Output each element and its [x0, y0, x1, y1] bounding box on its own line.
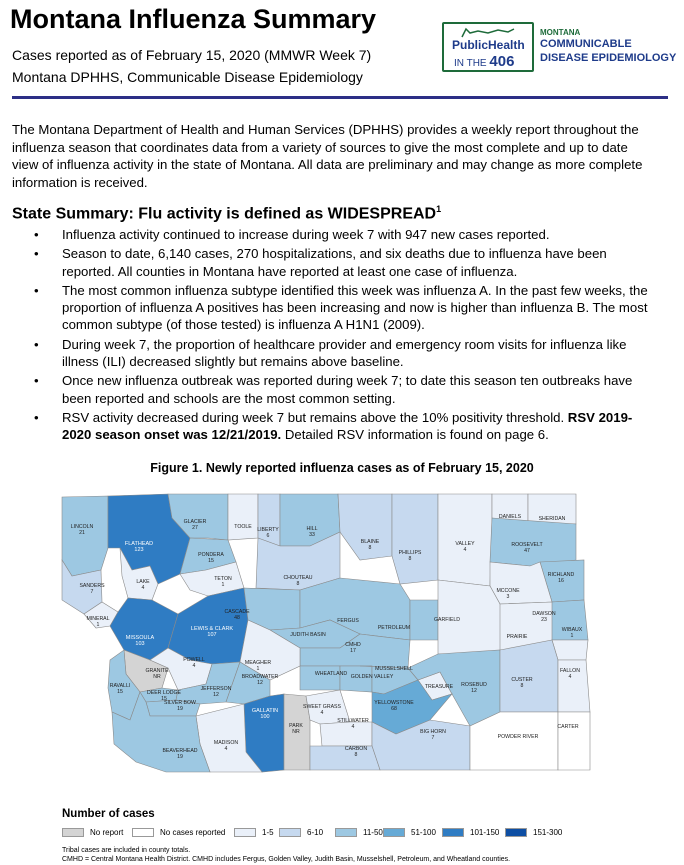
footnote-ref: 1 — [436, 204, 442, 214]
bullet-icon: • — [34, 409, 39, 425]
legend-label: 6-10 — [307, 828, 324, 837]
county-value: 33 — [309, 532, 315, 538]
county-label: DAWSON — [532, 611, 556, 617]
county-value: 17 — [350, 648, 356, 654]
county-label: PHILLIPS — [398, 550, 422, 556]
county-value: 4 — [224, 746, 228, 752]
county-value: 7 — [90, 589, 94, 595]
county-carter — [558, 712, 590, 770]
county-phillips — [392, 494, 438, 584]
county-value: 8 — [408, 556, 412, 562]
county-value: 27 — [192, 525, 198, 531]
bullet-icon: • — [34, 246, 39, 262]
bullet-icon: • — [34, 373, 39, 389]
legend-label: 1-5 — [262, 828, 274, 837]
legend-swatch — [62, 828, 84, 837]
county-value: 19 — [177, 706, 183, 712]
county-label: CARBON — [344, 746, 368, 752]
legend-swatch — [335, 828, 357, 837]
county-label: GOLDEN VALLEY — [350, 674, 394, 680]
county-label: DANIELS — [498, 514, 522, 520]
county-label: MCCONE — [496, 588, 520, 594]
county-valley — [438, 494, 492, 586]
county-value: 100 — [260, 714, 270, 720]
bullet-icon: • — [34, 227, 39, 242]
county-value: 1 — [96, 622, 100, 628]
county-label: PETROLEUM — [377, 625, 411, 631]
legend-title: Number of cases — [62, 808, 155, 820]
county-label: BROADWATER — [241, 674, 279, 680]
legend-label: 101-150 — [470, 828, 500, 837]
county-value: 4 — [568, 674, 572, 680]
legend-label: 151-300 — [533, 828, 563, 837]
county-label: MADISON — [213, 740, 239, 746]
county-value: 103 — [135, 641, 145, 647]
county-value: 15 — [161, 696, 167, 702]
county-value: NR — [153, 674, 161, 680]
logo-montana: MONTANA — [540, 28, 581, 37]
county-stillwater — [320, 722, 372, 746]
intro-paragraph: The Montana Department of Health and Human Services (DPHHS) provides a weekly report throughout the influenza season that coordinates data from a variety of sources to give the most complete and up to date view of influenza activity in the state of Montana. All data are preliminary and may change as more complete information is received. — [12, 122, 643, 190]
county-value: 6 — [266, 533, 270, 539]
county-label: STILLWATER — [337, 718, 369, 724]
county-value: 68 — [391, 706, 397, 712]
county-value: 8 — [296, 581, 300, 587]
county-label: SHERIDAN — [538, 516, 566, 522]
bullet-item: • Season to date, 6,140 cases, 270 hospitalizations, and six deaths due to influenza have been reported. All counties in Montana have reported at least one case of influenza. — [34, 246, 607, 279]
county-value: 16 — [558, 578, 564, 584]
page-title: Montana Influenza Summary — [10, 4, 377, 34]
county-value: 1 — [221, 582, 225, 588]
county-value: 23 — [541, 617, 547, 623]
county-value: 1 — [256, 666, 260, 672]
county-value: 12 — [257, 680, 263, 686]
county-label: BEAVERHEAD — [162, 748, 198, 754]
county-label: PARK — [289, 723, 303, 729]
bullet-icon: • — [34, 282, 39, 298]
county-value: 107 — [207, 632, 217, 638]
county-label: GRANITE — [145, 668, 169, 674]
county-label: HILL — [306, 526, 318, 532]
county-label: CASCADE — [224, 609, 250, 615]
county-label: ROSEBUD — [461, 682, 487, 688]
county-label: WHEATLAND — [314, 671, 348, 677]
county-label: TETON — [214, 576, 232, 582]
county-label: CMHD — [345, 642, 361, 648]
legend-swatch — [442, 828, 464, 837]
bullet-item: • Once new influenza outbreak was reported during week 7; to date this season ten outbreaks have been reported and schools are the most common setting. — [34, 373, 633, 406]
legend-swatch — [505, 828, 527, 837]
county-value: 8 — [520, 683, 524, 689]
organization: Montana DPHHS, Communicable Disease Epidemiology — [12, 69, 363, 85]
county-value: 12 — [471, 688, 477, 694]
logo-public-health: PublicHealth — [452, 38, 525, 52]
bullet-item-rsv: • RSV activity decreased during week 7 but remains above the 10% positivity threshold. RSV 2019-2020 season onset was 12/21/2019. Detailed RSV information is found on page 6. — [34, 409, 633, 443]
county-value: 4 — [351, 724, 355, 730]
county-label: GARFIELD — [434, 617, 460, 623]
county-value: 12 — [213, 692, 219, 698]
county-label: GLACIER — [183, 519, 207, 525]
county-value: 15 — [208, 558, 214, 564]
figure-title: Figure 1. Newly reported influenza cases as of February 15, 2020 — [150, 461, 534, 475]
county-value: 4 — [463, 547, 467, 553]
county-label: DEER LODGE — [146, 690, 182, 696]
county-label: MINERAL — [86, 616, 110, 622]
county-label: ROOSEVELT — [511, 542, 543, 548]
bullet-item: • During week 7, the proportion of healthcare provider and emergency room visits for influenza like illness (ILI) decreased slightly but remains above baseline. — [34, 336, 627, 370]
county-value: 8 — [354, 752, 358, 758]
county-value: 3 — [506, 594, 510, 600]
legend-swatch — [234, 828, 256, 837]
summary-heading: State Summary: Flu activity is defined as WIDESPREAD$^1$ — [12, 204, 442, 223]
county-value: 123 — [134, 547, 144, 553]
county-label: SILVER BOW — [164, 700, 196, 706]
county-label: LEWIS & CLARK — [190, 626, 234, 632]
county-label: MEAGHER — [244, 660, 272, 666]
county-value: 8 — [368, 545, 372, 551]
county-label: JEFFERSON — [200, 686, 232, 692]
county-label: TREASURE — [424, 684, 454, 690]
legend-swatch — [383, 828, 405, 837]
county-label: SANDERS — [79, 583, 105, 589]
county-label: PONDERA — [198, 552, 224, 558]
county-value: 48 — [234, 615, 240, 621]
county-label: WIBAUX — [561, 627, 583, 633]
county-value: 4 — [320, 710, 324, 716]
logo-communicable: COMMUNICABLE — [540, 38, 632, 50]
county-label: CUSTER — [511, 677, 533, 683]
county-label: SWEET GRASS — [303, 704, 341, 710]
bullet-icon: • — [34, 336, 39, 352]
county-label: YELLOWSTONE — [374, 700, 414, 706]
county-label: JUDITH BASIN — [290, 632, 326, 638]
county-label: POWDER RIVER — [497, 734, 539, 740]
county-value: 7 — [431, 735, 435, 741]
county-value: 4 — [192, 663, 196, 669]
county-label: TOOLE — [234, 524, 252, 530]
county-wheatland — [300, 666, 340, 690]
county-label: FERGUS — [337, 618, 359, 624]
legend-label: No cases reported — [160, 828, 226, 837]
county-label: MISSOULA — [125, 635, 155, 641]
county-label: RAVALLI — [109, 683, 131, 689]
legend-swatch — [279, 828, 301, 837]
county-blaine — [338, 494, 392, 560]
county-label: LAKE — [136, 579, 150, 585]
county-value: 1 — [570, 633, 574, 639]
county-value: 15 — [117, 689, 123, 695]
bullet-item: • The most common influenza subtype identified this week was influenza A. In the past few weeks, the proportion of influenza A positives has been increasing and now is higher than influenza B. The most common subtype (of those tested) is influenza A H1N1 (2009). — [34, 282, 648, 333]
county-label: FLATHEAD — [124, 541, 154, 547]
county-label: RICHLAND — [547, 572, 575, 578]
legend-label: No report — [90, 828, 124, 837]
county-label: BIG HORN — [420, 729, 446, 735]
county-label: VALLEY — [455, 541, 475, 547]
legend-label: 51-100 — [411, 828, 436, 837]
county-value: 19 — [177, 754, 183, 760]
legend-label: 11-50 — [363, 828, 383, 837]
legend-swatch — [132, 828, 154, 837]
county-label: LINCOLN — [70, 524, 94, 530]
logo-in-the-406: IN THE 406 — [454, 53, 515, 70]
county-value: 4 — [141, 585, 145, 591]
county-powder-river — [470, 712, 558, 770]
county-value: 21 — [79, 530, 85, 536]
county-label: FALLON — [560, 668, 580, 674]
county-value: NR — [292, 729, 300, 735]
county-custer — [500, 640, 558, 712]
county-label: LIBERTY — [257, 527, 279, 533]
county-label: CHOUTEAU — [283, 575, 313, 581]
bullet-item: • Influenza activity continued to increase during week 7 with 947 new cases reported. — [34, 227, 550, 242]
county-label: POWELL — [183, 657, 205, 663]
county-label: PRAIRIE — [506, 634, 528, 640]
county-value: 47 — [524, 548, 530, 554]
county-label: MUSSELSHELL — [375, 666, 413, 672]
county-label: GALLATIN — [251, 708, 279, 714]
footnote-tribal: Tribal cases are included in county totals. — [62, 847, 191, 854]
logo-disease-epi: DISEASE EPIDEMIOLOGY — [540, 52, 677, 64]
footnote-cmhd: CMHD = Central Montana Health District. CMHD includes Fergus, Golden Valley, Judith Basin, Musselshell, Petroleum, and Wheatland counties. — [62, 856, 511, 863]
county-toole — [228, 494, 258, 540]
county-lincoln — [62, 496, 108, 576]
report-date: Cases reported as of February 15, 2020 (MMWR Week 7) — [12, 47, 372, 63]
county-label: CARTER — [557, 724, 579, 730]
county-label: BLAINE — [360, 539, 380, 545]
